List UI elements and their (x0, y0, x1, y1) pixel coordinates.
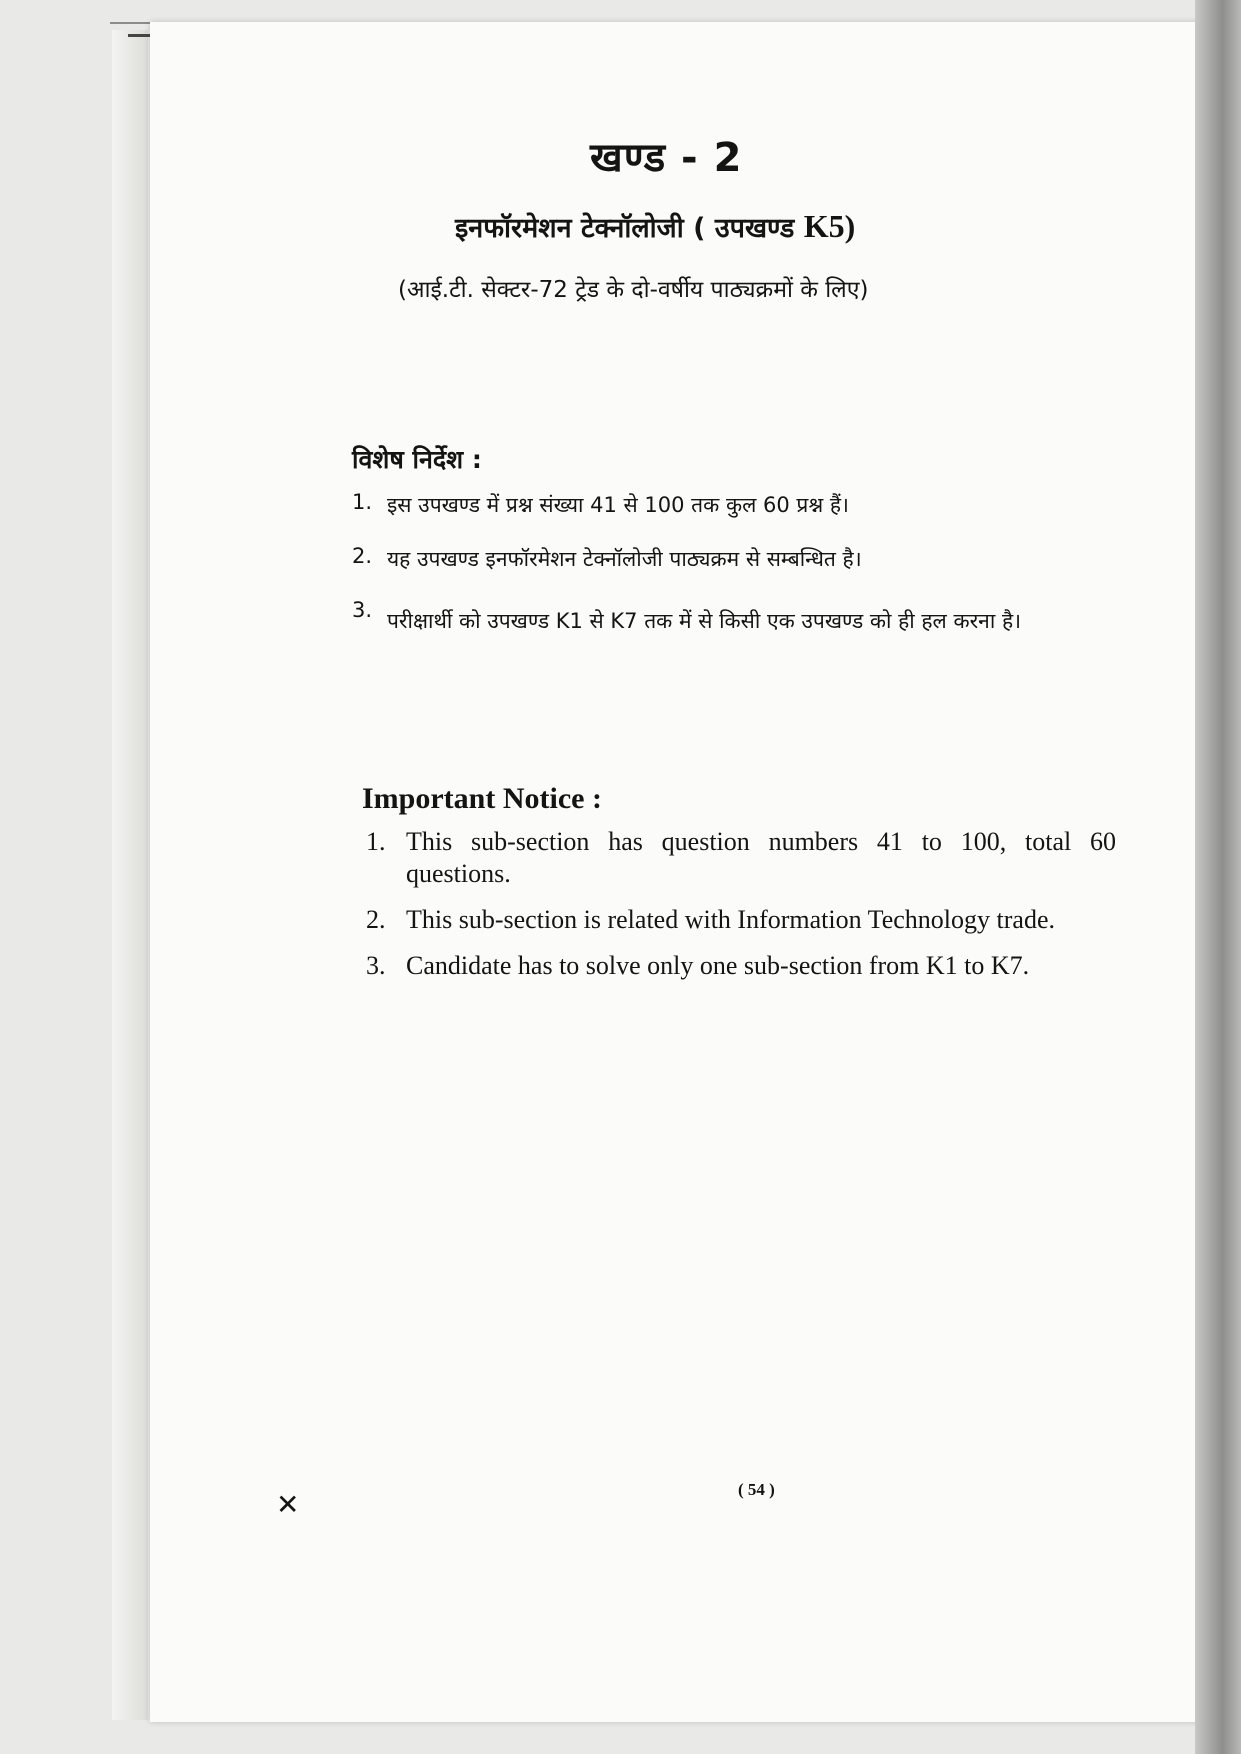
list-item (352, 490, 1142, 520)
subsection-for-line: (आई.टी. सेक्टर-72 ट्रेड के दो-वर्षीय पाठ्यक्रमों के लिए) (398, 277, 869, 303)
list-item (366, 826, 1126, 890)
subsection-code: K5 (803, 208, 845, 244)
cross-icon: ✕ (276, 1488, 300, 1521)
subsection-name: इनफॉरमेशन टेक्नॉलोजी ( उपखण्ड (455, 213, 795, 244)
section-title: खण्ड - 2 (590, 135, 743, 181)
item-number: 2. (352, 544, 373, 568)
special-instructions-heading: विशेष निर्देश : (352, 445, 482, 474)
important-notice-list (366, 826, 1126, 996)
item-number: 3. (366, 951, 386, 980)
binding-shadow (1195, 0, 1241, 1754)
list-item (352, 544, 1142, 574)
important-notice-heading: Important Notice : (362, 782, 602, 815)
corner-mark (128, 34, 150, 37)
item-text: यह उपखण्ड इनफॉरमेशन टेक्नॉलोजी पाठ्यक्रम से सम्बन्धित है। (387, 547, 862, 571)
special-instructions-list (352, 490, 1142, 668)
item-text: Candidate has to solve only one sub-section from K1 to K7. (406, 951, 1030, 980)
page-number: ( 54 ) (738, 1480, 775, 1499)
list-item (366, 950, 1126, 982)
item-text: इस उपखण्ड में प्रश्न संख्या 41 से 100 तक कुल 60 प्रश्न हैं। (387, 493, 849, 517)
item-number: 1. (366, 827, 386, 856)
subsection-close: ) (844, 208, 856, 244)
list-item (352, 598, 1142, 644)
page-stack-edge (112, 30, 148, 1720)
item-number: 3. (352, 598, 373, 622)
subsection-title (455, 208, 855, 245)
list-item (366, 904, 1126, 936)
item-number: 2. (366, 905, 386, 934)
item-text: This sub-section is related with Information Technology trade. (406, 905, 1055, 934)
item-number: 1. (352, 490, 373, 514)
item-text: परीक्षार्थी को उपखण्ड K1 से K7 तक में से किसी एक उपखण्ड को ही हल करना है। (387, 609, 1022, 633)
item-text: This sub-section has question numbers 41 to 100, total 60 questions. (406, 827, 1116, 888)
